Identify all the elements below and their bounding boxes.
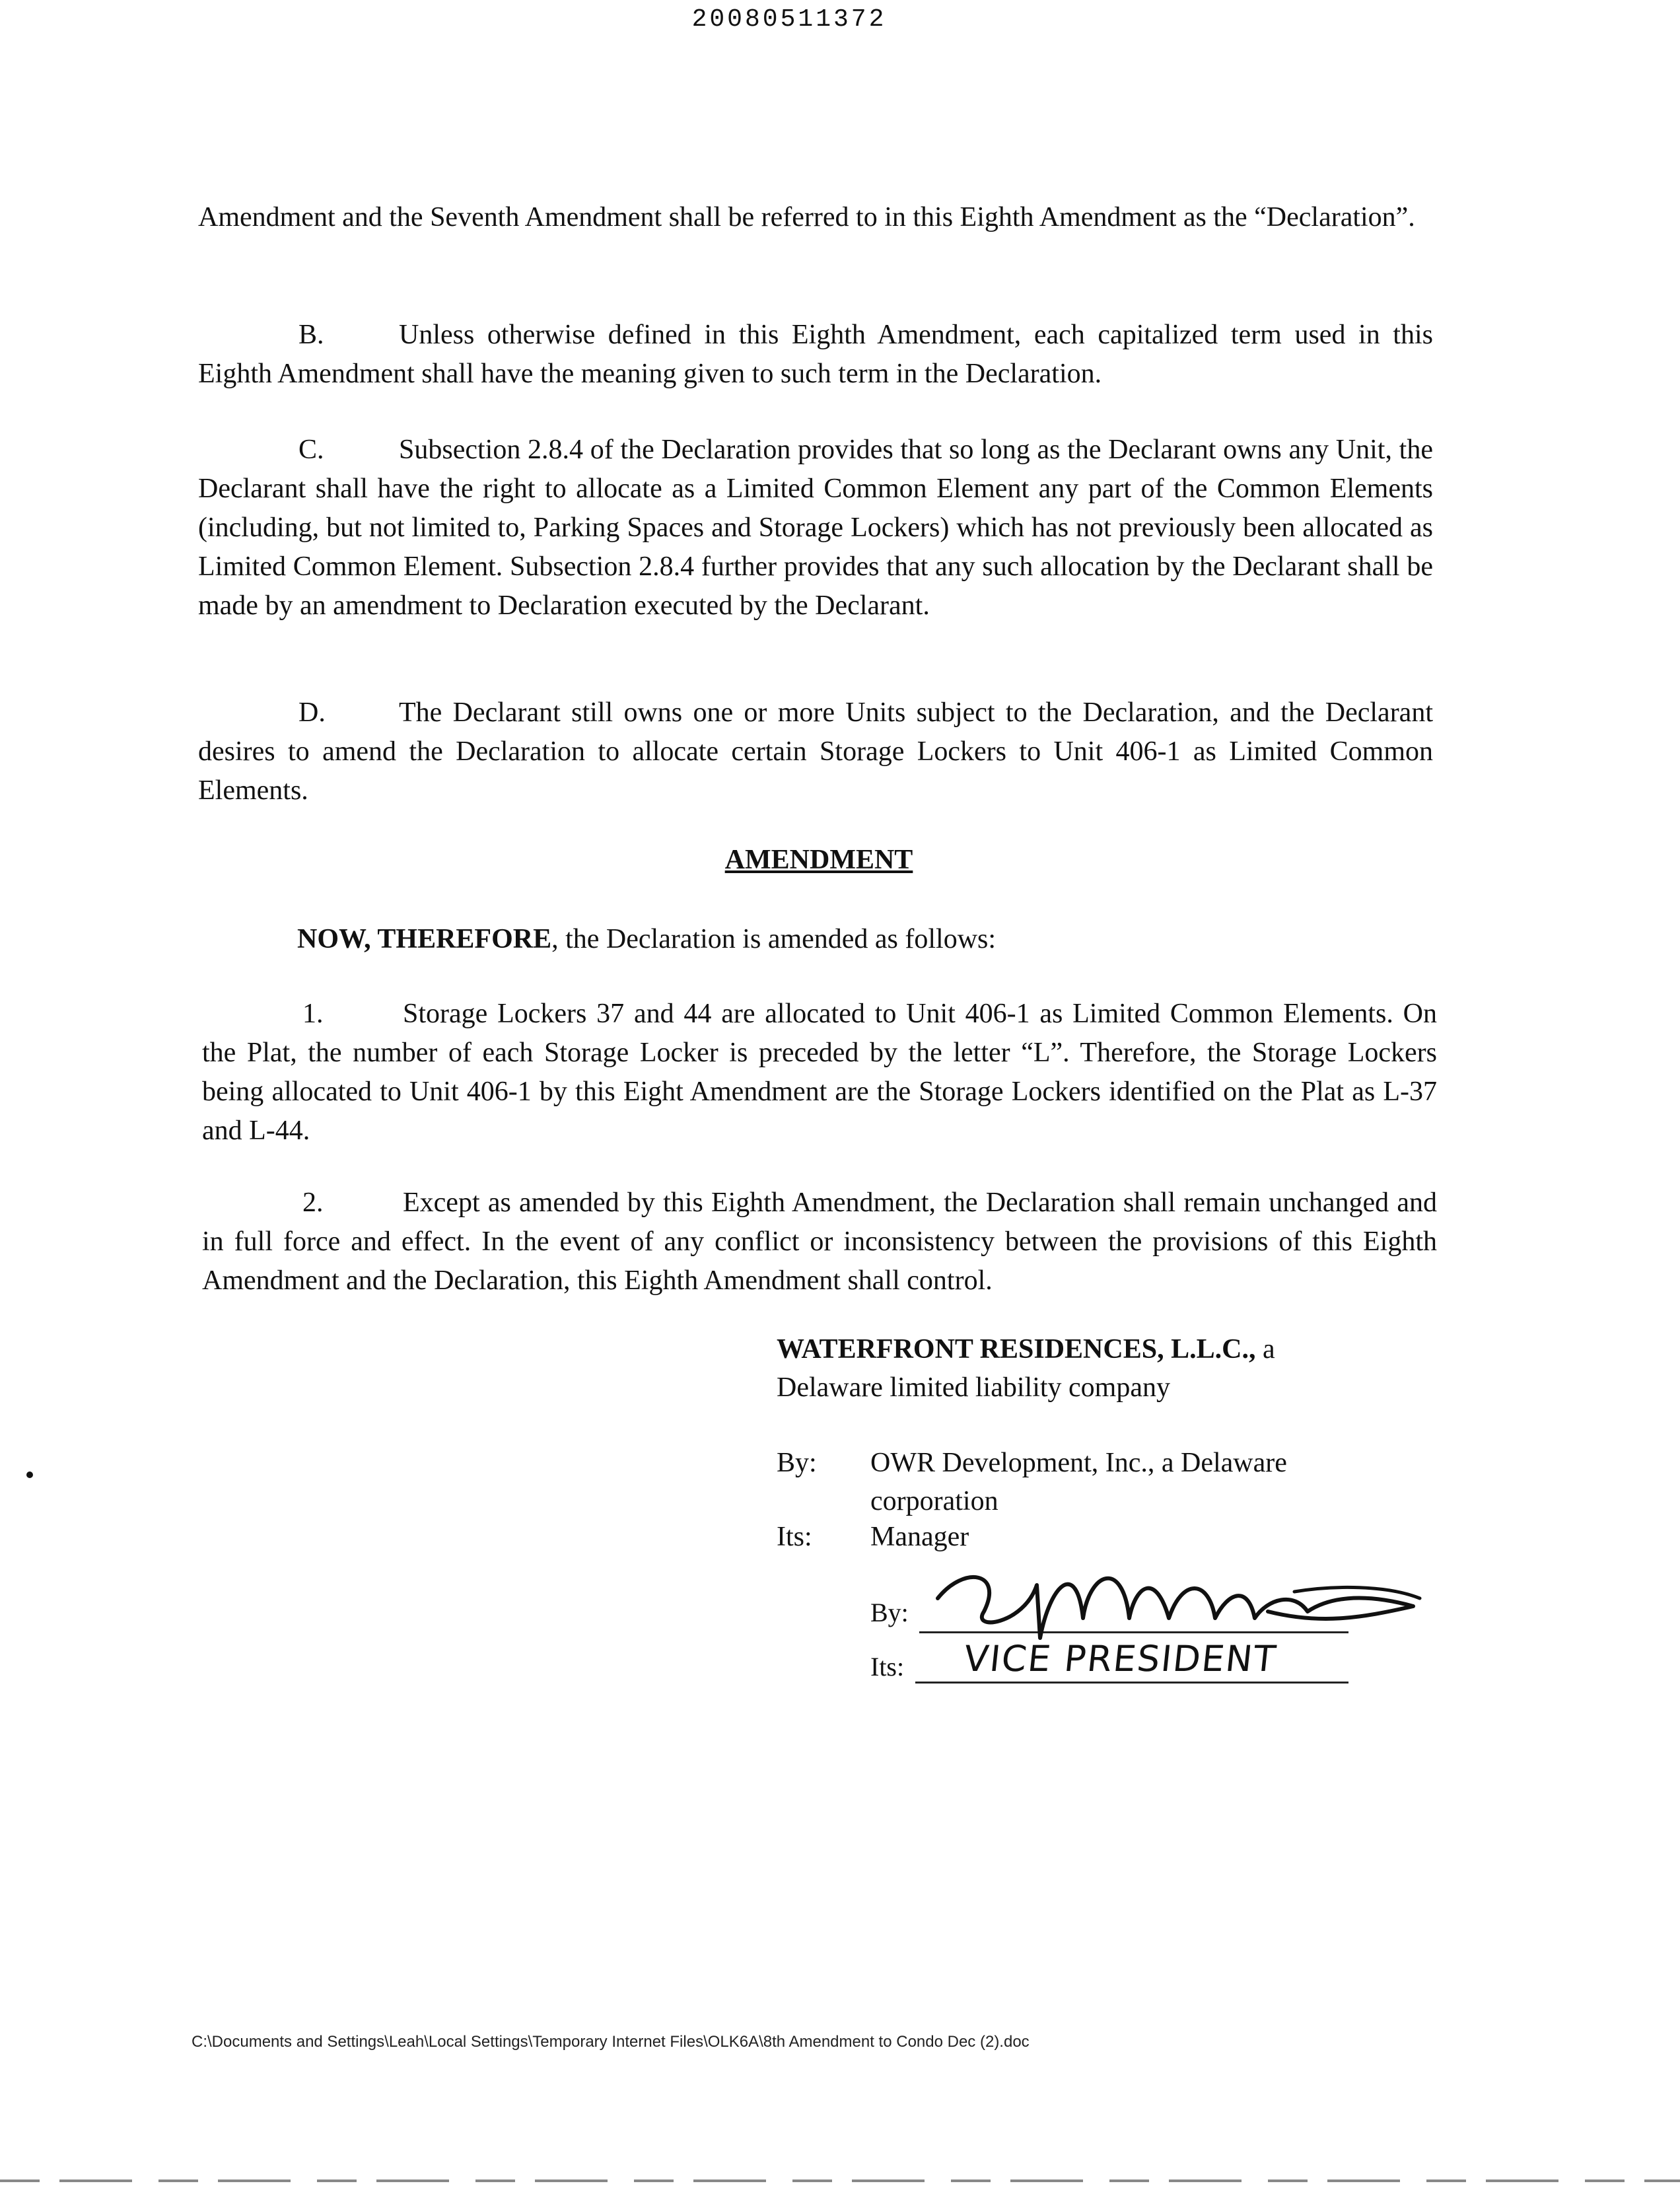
paragraph-d-marker: D.: [298, 697, 326, 728]
inner-its-label: Its:: [870, 1652, 905, 1682]
paragraph-b: [198, 316, 1433, 394]
paragraph-c-text: Subsection 2.8.4 of the Declaration provides that so long as the Declarant owns any Unit, the Declarant shall have the right to allocate as a Limited Common Element any part of the Common Elements (including, but not limited to, Parking Spaces and Storage Lockers) which has not previously been allocated as Limited Common Element. Subsection 2.8.4 further provides that any such allocation by the Declarant shall be made by an amendment to Declaration executed by the Declarant.: [198, 435, 1433, 621]
scan-dot: [26, 1471, 33, 1478]
by-label: By:: [777, 1448, 817, 1478]
paragraph-b-marker: B.: [298, 320, 324, 350]
paragraph-continuation: [198, 198, 1433, 237]
lead-bold: NOW, THEREFORE: [297, 924, 552, 954]
amendment-item-2: [202, 1184, 1437, 1300]
paragraph-c: [198, 431, 1433, 625]
by-value-line2: corporation: [870, 1486, 998, 1516]
scan-edge-line: [0, 2180, 1680, 2182]
company-name-suffix: a: [1255, 1334, 1275, 1365]
footer-file-path: C:\Documents and Settings\Leah\Local Settings\Temporary Internet Files\OLK6A\8th Amendment to Condo Dec (2).doc: [192, 2033, 1030, 2051]
paragraph-d-text: The Declarant still owns one or more Units subject to the Declaration, and the Declarant desires to amend the Declaration to allocate certain Storage Lockers to Unit 406-1 as Limited Common Elements.: [198, 697, 1433, 806]
company-name: WATERFRONT RESIDENCES, L.L.C.,: [777, 1334, 1256, 1365]
document-number: 20080511372: [691, 5, 887, 34]
by-value: [870, 1444, 1287, 1520]
item-1-marker: 1.: [302, 999, 324, 1029]
its-label: Its:: [777, 1522, 812, 1552]
by-value-line1: OWR Development, Inc., a Delaware: [870, 1448, 1287, 1478]
its-signature-line: [915, 1682, 1348, 1684]
handwritten-title: VICE PRESIDENT: [962, 1638, 1279, 1680]
amendment-lead: [297, 923, 996, 955]
amendment-heading: AMENDMENT: [724, 845, 913, 875]
its-value: Manager: [870, 1522, 969, 1552]
paragraph-c-marker: C.: [298, 435, 324, 465]
company-description: Delaware limited liability company: [777, 1372, 1170, 1403]
paragraph-b-text: Unless otherwise defined in this Eighth Amendment, each capitalized term used in this Eighth Amendment shall have the meaning given to such term in the Declaration.: [198, 320, 1433, 389]
lead-rest: , the Declaration is amended as follows:: [551, 924, 997, 954]
item-2-marker: 2.: [302, 1188, 324, 1218]
signature-company: [777, 1330, 1275, 1407]
amendment-item-1: [202, 995, 1437, 1151]
item-1-text: Storage Lockers 37 and 44 are allocated to Unit 406-1 as Limited Common Elements. On the Plat, the number of each Storage Locker is preceded by the letter “L”. Therefore, the Storage Lockers being allocated to Unit 406-1 by this Eight Amendment are the Storage Lockers identified on the Plat as L-37 and L-44.: [202, 999, 1437, 1146]
item-2-text: Except as amended by this Eighth Amendment, the Declaration shall remain unchanged and in full force and effect. In the event of any conflict or inconsistency between the provisions of this Eighth Amendment and the Declaration, this Eighth Amendment shall control.: [202, 1188, 1437, 1296]
handwritten-signature: [925, 1545, 1426, 1645]
inner-by-label: By:: [870, 1598, 909, 1627]
paragraph-d: [198, 693, 1433, 810]
continuation-text: Amendment and the Seventh Amendment shall be referred to in this Eighth Amendment as the “Declaration”.: [198, 202, 1415, 232]
